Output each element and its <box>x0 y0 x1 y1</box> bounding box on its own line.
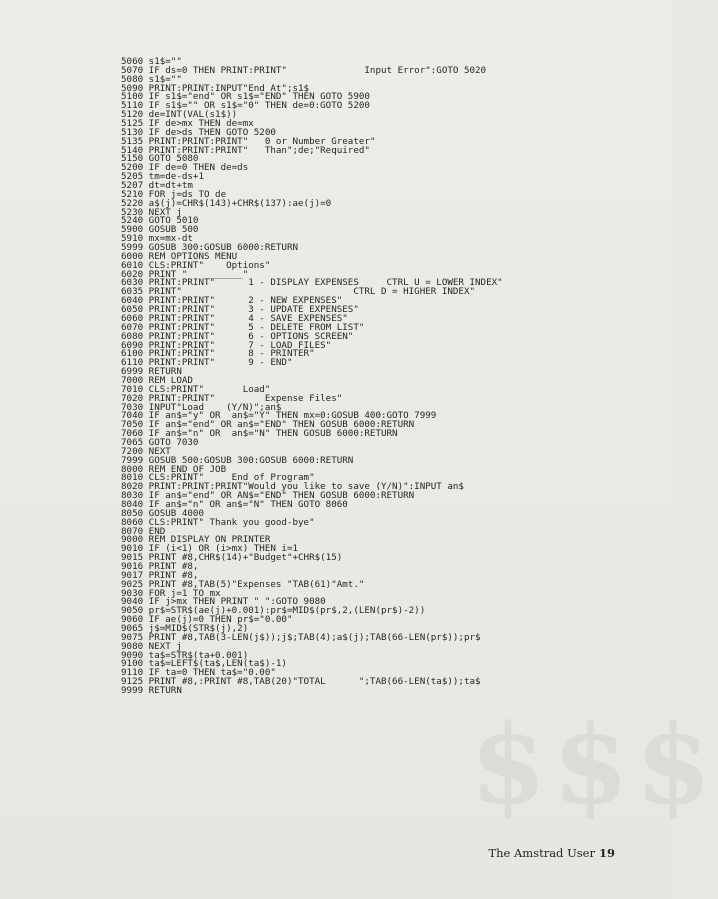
code-line: 8030 IF an$="end" OR AN$="END" THEN GOSUB 6000:RETURN <box>121 490 415 502</box>
code-line: 5080 s1$="" <box>121 73 182 85</box>
code-line: 9065 j$=MID$(STR$(j),2) <box>121 623 249 634</box>
code-line: 5230 NEXT j <box>121 206 182 218</box>
code-line: 5999 GOSUB 300:GOSUB 6000:RETURN <box>121 242 299 254</box>
code-line: 9999 RETURN <box>121 685 182 697</box>
code-line: 7200 NEXT <box>121 445 171 457</box>
code-line: 5910 mx=mx-dt <box>121 233 193 245</box>
code-line: 7010 CLS:PRINT" Load" <box>121 383 271 395</box>
code-line: 5070 IF ds=0 THEN PRINT:PRINT" Input Error":GOTO 5020 <box>121 64 487 76</box>
code-line: 8050 GOSUB 4000 <box>121 507 204 519</box>
code-line: 8040 IF an$="n" OR an$="N" THEN GOTO 8060 <box>121 498 348 510</box>
code-line: 6060 PRINT:PRINT" 4 - SAVE EXPENSES" <box>121 312 348 324</box>
code-line: 6080 PRINT:PRINT" 6 - OPTIONS SCREEN" <box>121 330 354 342</box>
code-line: 6100 PRINT:PRINT" 8 - PRINTER" <box>121 348 315 360</box>
code-line: 8010 CLS:PRINT" End of Program" <box>121 472 315 484</box>
code-line: 6110 PRINT:PRINT" 9 - END" <box>121 357 293 369</box>
basic-code-listing <box>121 58 621 696</box>
code-line: 9125 PRINT #8,:PRINT #8,TAB(20)"TOTAL ";TAB(66-LEN(ta$));ta$ <box>121 676 481 688</box>
code-line: 6010 CLS:PRINT" Options" <box>121 259 271 271</box>
code-line: 9050 pr$=STR$(ae(j)+0.001):pr$=MID$(pr$,2,(LEN(pr$)-2)) <box>121 605 426 617</box>
code-line: 5100 IF s1$="end" OR s1$="END" THEN GOTO 5900 <box>121 91 370 103</box>
code-line: 8070 END <box>121 525 166 537</box>
code-line: 9090 ta$=STR$(ta+0.001) <box>121 649 249 661</box>
page-number: 19 <box>598 846 615 860</box>
dollar-watermark: $$$ <box>470 700 718 829</box>
code-line: 6999 RETURN <box>121 366 182 378</box>
code-line: 9110 IF ta=0 THEN ta$="0.00" <box>121 667 276 679</box>
code-line: 5220 a$(j)=CHR$(143)+CHR$(137):ae(j)=0 <box>121 197 332 209</box>
code-line: 9075 PRINT #8,TAB(3-LEN(j$));j$;TAB(4);a$(j);TAB(66-LEN(pr$));pr$ <box>121 631 481 643</box>
code-line: 6040 PRINT:PRINT" 2 - NEW EXPENSES" <box>121 295 343 307</box>
code-line: 7050 IF an$="end" OR an$="END" THEN GOSUB 6000:RETURN <box>121 419 415 431</box>
code-line: 9016 PRINT #8, <box>121 560 199 572</box>
code-line: 5090 PRINT:PRINT:INPUT"End At";s1$ <box>121 82 310 94</box>
code-line: 6000 REM OPTIONS MENU <box>121 250 238 262</box>
code-line: 9060 IF ae(j)=0 THEN pr$="0.00" <box>121 614 293 626</box>
code-line: 5205 tm=de-ds+1 <box>121 171 204 183</box>
code-line: 6050 PRINT:PRINT" 3 - UPDATE EXPENSES" <box>121 304 359 316</box>
code-line: 7999 GOSUB 500:GOSUB 300:GOSUB 6000:RETURN <box>121 454 354 466</box>
code-line: 9017 PRINT #8, <box>121 569 199 581</box>
code-line: 9000 REM DISPLAY ON PRINTER <box>121 534 271 546</box>
code-line: 9030 FOR j=1 TO mx <box>121 587 221 599</box>
code-line: 5130 IF de>ds THEN GOTO 5200 <box>121 126 276 138</box>
code-line: 9025 PRINT #8,TAB(5)"Expenses "TAB(61)"Amt." <box>121 578 365 590</box>
code-line: 7040 IF an$="y" OR an$="Y" THEN mx=0:GOSUB 400:GOTO 7999 <box>121 410 437 422</box>
code-line: 6090 PRINT:PRINT" 7 - LOAD FILES" <box>121 339 332 351</box>
code-line: 9100 ta$=LEFT$(ta$,LEN(ta$)-1) <box>121 658 287 670</box>
code-line: 5207 dt=dt+tm <box>121 180 193 192</box>
page-footer <box>488 846 615 860</box>
code-line: 7060 IF an$="n" OR an$="N" THEN GOSUB 6000:RETURN <box>121 428 398 440</box>
code-line: 9080 NEXT j <box>121 640 182 652</box>
code-line: 5240 GOTO 5010 <box>121 215 199 227</box>
code-line: 6030 PRINT:PRINT" 1 - DISPLAY EXPENSES CTRL U = LOWER INDEX" <box>121 277 503 289</box>
code-line: 6035 PRINT" CTRL D = HIGHER INDEX" <box>121 286 476 298</box>
code-line: 5900 GOSUB 500 <box>121 224 199 236</box>
code-line: 5125 IF de>mx THEN de=mx <box>121 118 254 130</box>
code-line: 8060 CLS:PRINT" Thank you good-bye" <box>121 516 315 528</box>
code-line: 5110 IF s1$="" OR s1$="0" THEN de=0:GOTO 5200 <box>121 100 370 112</box>
code-line: 9040 IF j>mx THEN PRINT " ":GOTO 9080 <box>121 596 326 608</box>
code-line: 8000 REM END OF JOB <box>121 463 227 475</box>
code-line: 5120 de=INT(VAL(s1$)) <box>121 109 238 121</box>
code-line: 6020 PRINT " ______" <box>121 268 249 280</box>
code-line: 9010 IF (i<1) OR (i>mx) THEN i=1 <box>121 543 299 555</box>
code-line: 5060 s1$="" <box>121 56 182 67</box>
code-line: 6070 PRINT:PRINT" 5 - DELETE FROM LIST" <box>121 321 365 333</box>
code-line: 7020 PRINT:PRINT" Expense Files" <box>121 392 343 404</box>
code-line: 7000 REM LOAD <box>121 374 193 386</box>
publication-name: The Amstrad User <box>488 846 595 860</box>
code-line: 5150 GOTO 5080 <box>121 153 199 165</box>
code-line: 7065 GOTO 7030 <box>121 436 199 448</box>
code-line: 9015 PRINT #8,CHR$(14)+"Budget"+CHR$(15) <box>121 552 343 564</box>
code-line: 7030 INPUT"Load (Y/N)";an$ <box>121 401 282 413</box>
code-line: 5200 IF de=0 THEN de=ds <box>121 162 249 174</box>
code-line: 5135 PRINT:PRINT:PRINT" 0 or Number Greater" <box>121 135 376 147</box>
code-line: 5210 FOR j=ds TO de <box>121 188 227 200</box>
code-line: 5140 PRINT:PRINT:PRINT" Than";de;"Required" <box>121 144 370 156</box>
code-line: 8020 PRINT:PRINT:PRINT"Would you like to save (Y/N)":INPUT an$ <box>121 481 464 493</box>
